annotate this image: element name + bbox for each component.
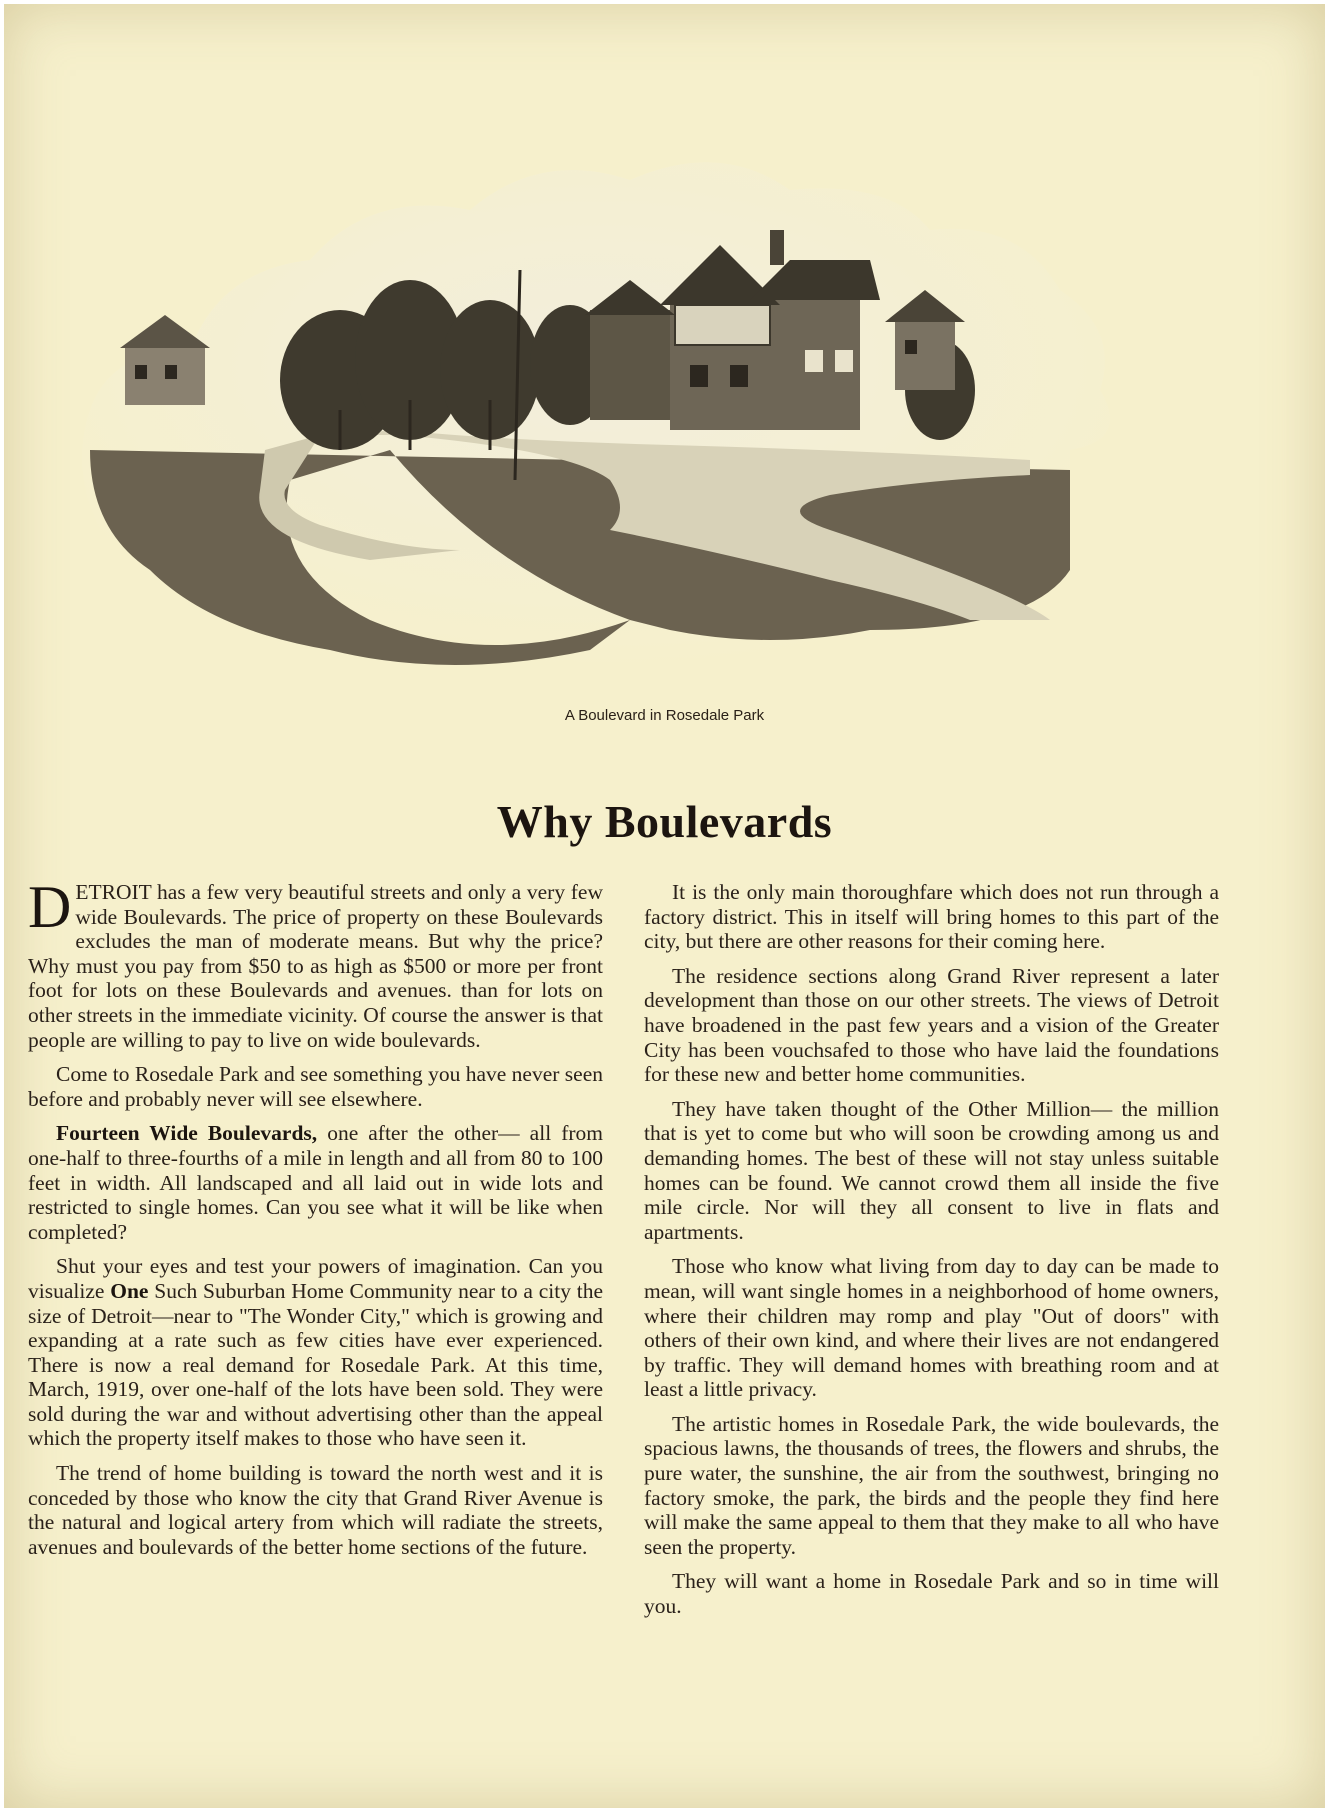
paragraph: They have taken thought of the Other Million— the million that is yet to come but who will soon be crowding among us and demanding homes. The best of these will not stay unless suitable homes can be found. We cannot crowd them all inside the five mile circle. Nor will they all consent to live in flats and apartments. [644,1096,1219,1244]
page-title: Why Boulevards [496,796,833,847]
paragraph [28,1121,603,1244]
paragraph: They will want a home in Rosedale Park and so in time will you. [644,1569,1219,1619]
paragraph: It is the only main thoroughfare which does not run through a factory district. This in itself will bring homes to this part of the city, but there are other reasons for their coming here. [644,880,1219,954]
paragraph: The residence sections along Grand River represent a later development than those on our other streets. The views of Detroit have broadened in the past few years and a vision of the Greater City has been vouchsafed to those who have laid the foundations for these new and better home communities. [644,963,1219,1087]
bold-word: One [110,1278,149,1303]
drop-cap: D [28,874,72,940]
boulevard-photo [70,150,1130,690]
paragraph: The trend of home building is toward the north west and it is conceded by those who know the city that Grand River Avenue is the natural and logical artery from which will radiate the streets, avenues and boulevards of the better home sections of the future. [28,1461,603,1559]
paragraph: Those who know what living from day to day can be made to mean, will want single homes in a neighborhood of home owners, where their children may romp and play "Out of doors" with others of their own kind, and where their lives are not endangered by traffic. They will demand homes with breathing room and at least a little privacy. [644,1254,1219,1402]
paragraph-text: Shut your eyes and test your powers of imagination. Can you visualize [28,1254,603,1303]
paragraph: The artistic homes in Rosedale Park, the wide boulevards, the spacious lawns, the thousands of trees, the flowers and shrubs, the pure water, the sunshine, the air from the southwest, bringing no factory smoke, the park, the birds and the people they find here will make the same appeal to them that they make to all who have seen the property. [644,1411,1219,1559]
paragraph [28,874,603,1052]
left-column [28,874,604,1569]
right-column [644,880,1219,1629]
paragraph-text: Such Suburban Home Community near to a city the size of Detroit—near to "The Wonder City," which is growing and expanding at a rate such as few cities have ever experienced. There is now a real demand for Rosedale Park. At this time, March, 1919, over one-half of the lots have been sold. They were sold during the war and without advertising other than the appeal which the property itself makes to those who have seen it. [28,1278,604,1451]
bold-lead: Fourteen Wide Boulevards, [56,1121,318,1146]
paragraph [28,1254,603,1451]
paragraph-text: ETROIT has a few very beautiful streets and only a very few wide Boulevards. The price of property on these Boulevards excludes the man of moderate means. But why the price? Why must you pay from $50 to as high as $500 or more per front foot for lots on these Boulevards and avenues. than for lots on other streets in the immediate vicinity. Of course the answer is that people are willing to pay to live on wide boulevards. [28,880,603,1052]
left-house [120,315,210,405]
paragraph: Come to Rosedale Park and see something you have never seen before and probably never will see elsewhere. [28,1062,603,1111]
photo-caption: A Boulevard in Rosedale Park [564,707,765,724]
paragraph-text: one after the other— all from one-half to three-fourths of a mile in length and all from 80 to 100 feet in width. All landscaped and all laid out in wide lots and restricted to single homes. Can you see what it will be like when completed? [28,1121,603,1244]
